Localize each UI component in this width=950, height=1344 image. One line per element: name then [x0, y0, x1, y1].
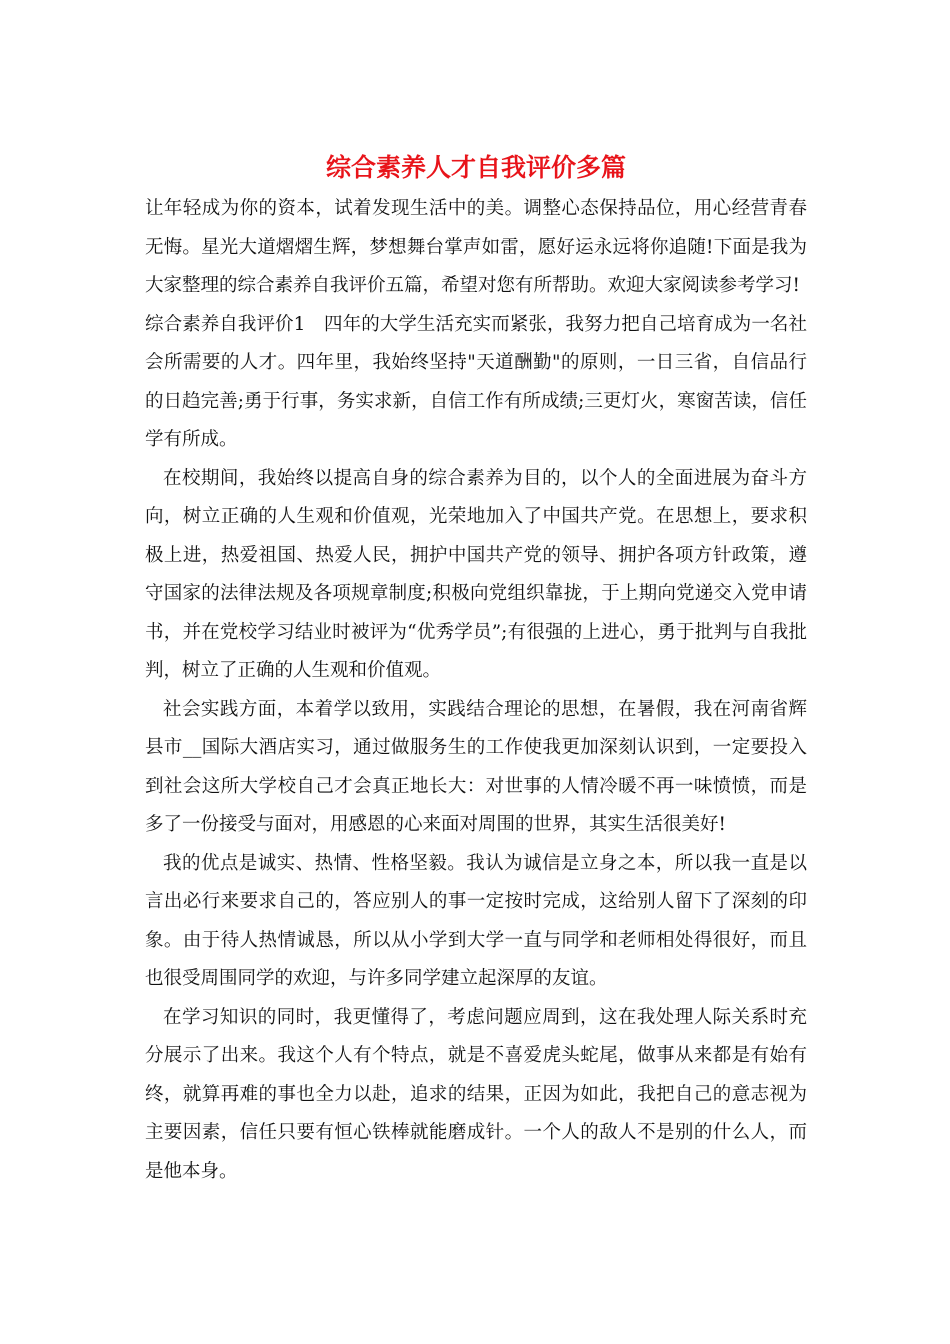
social-practice-paragraph: 社会实践方面，本着学以致用，实践结合理论的思想，在暑假，我在河南省辉县市__国际大酒店实习，通过做服务生的工作使我更加深刻认识到，一定要投入到社会这所大学校自己才会真正地长大：对世事的人情冷暖不再一味愤愤，而是多了一份接受与面对，用感恩的心来面对周围的世界，其实生活很美好! — [145, 698, 807, 835]
school-period-paragraph: 在校期间，我始终以提高自身的综合素养为目的，以个人的全面进展为奋斗方向，树立正确的人生观和价值观，光荣地加入了中国共产党。在思想上，要求积极上进，热爱祖国、热爱人民，拥护中国共产党的领导、拥护各项方针政策，遵守国家的法律法规及各项规章制度;积极向党组织靠拢，于上期向党递交入党申请书，并在党校学习结业时被评为“优秀学员”;有很强的上进心，勇于批判与自我批判，树立了正确的人生观和价值观。 — [145, 467, 807, 681]
learning-paragraph: 在学习知识的同时，我更懂得了，考虑问题应周到，这在我处理人际关系时充分展示了出来。我这个人有个特点，就是不喜爱虎头蛇尾，做事从来都是有始有终，就算再难的事也全力以赴，追求的结果，正因为如此，我把自己的意志视为主要因素，信任只要有恒心铁棒就能磨成针。一个人的敌人不是别的什么人，而是他本身。 — [145, 1006, 807, 1182]
evaluation-1-paragraph: 综合素养自我评价1 四年的大学生活充实而紧张，我努力把自己培育成为一名社会所需要的人才。四年里，我始终坚持"天道酬勤"的原则，一日三省，自信品行的日趋完善;勇于行事，务实求新，自信工作有所成绩;三更灯火，寒窗苦读，信任学有所成。 — [145, 313, 807, 450]
document-title: 综合素养人才自我评价多篇 — [325, 153, 626, 182]
strengths-paragraph: 我的优点是诚实、热情、性格坚毅。我认为诚信是立身之本，所以我一直是以言出必行来要求自己的，答应别人的事一定按时完成，这给别人留下了深刻的印象。由于待人热情诚恳，所以从小学到大学一直与同学和老师相处得很好，而且也很受周围同学的欢迎，与许多同学建立起深厚的友谊。 — [145, 852, 807, 989]
document-page — [145, 150, 807, 1191]
intro-paragraph: 让年轻成为你的资本，试着发现生活中的美。调整心态保持品位，用心经营青春无悔。星光大道熠熠生辉，梦想舞台掌声如雷，愿好运永远将你追随!下面是我为大家整理的综合素养自我评价五篇，希望对您有所帮助。欢迎大家阅读参考学习! — [145, 198, 807, 296]
